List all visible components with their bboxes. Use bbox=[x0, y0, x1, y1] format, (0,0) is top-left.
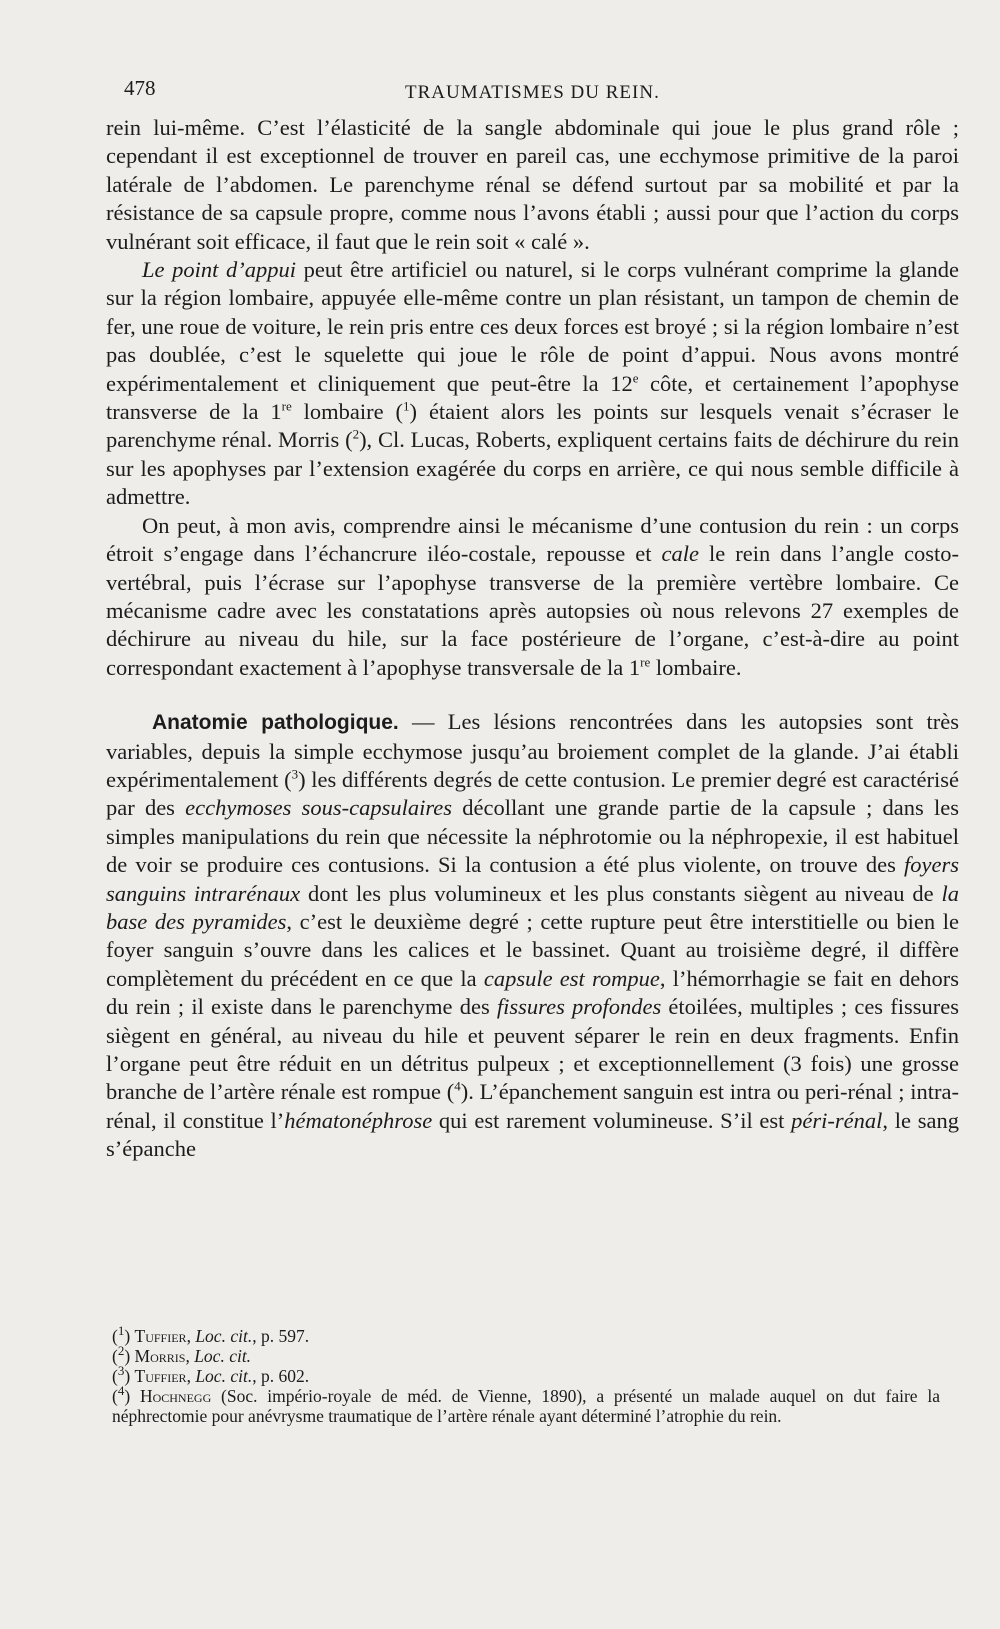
superscript: re bbox=[640, 654, 651, 670]
footnote-citation: Loc. cit. bbox=[195, 1326, 253, 1346]
footnote-text: (Soc. império-royale de méd. de Vienne, 1890), a présenté un malade auquel on dut faire la néphrectomie pour anévrysme traumatique de l’artère rénale ayant déterminé l’atrophie du rein. bbox=[112, 1386, 940, 1426]
page-header bbox=[120, 76, 980, 106]
italic-text: la base des pyramides bbox=[106, 880, 959, 934]
footnote-citation: Loc. cit. bbox=[194, 1346, 252, 1366]
italic-text: capsule est rompue bbox=[483, 965, 660, 991]
footnote-author: Morris bbox=[134, 1346, 186, 1366]
footnote-citation: Loc. cit. bbox=[195, 1366, 253, 1386]
superscript: e bbox=[632, 370, 639, 386]
paragraph-4-text: , c’est le deuxième degré ; cette rupture peut être interstitielle ou bien le foyer sanguin s’ouvre dans les calices et le bassinet. Quant au troisième degré, il diffère complètement du précédent en ce que la bbox=[106, 908, 959, 991]
paragraph-4-text: ) les différents degrés de cette contusion. Le premier degré est caractérisé par des bbox=[106, 766, 959, 821]
paragraph-4-text: — Les lésions rencontrées dans les autopsies sont très variables, depuis la simple ecchymose jusqu’au broiement complet de la glande. J’ai établi expérimentalement ( bbox=[106, 709, 959, 792]
section-heading: Anatomie pathologique. bbox=[152, 711, 399, 735]
paragraph-2-text: ), Cl. Lucas, Roberts, expliquent certains faits de déchirure du rein sur les apophyses par l’extension exagérée du corps en arrière, ce qui nous semble difficile à admettre. bbox=[106, 427, 959, 510]
footnote-2: ($^2$) Morris, Loc. cit. bbox=[112, 1343, 252, 1366]
italic-text: ecchymoses sous-capsulaires bbox=[185, 795, 452, 821]
footnote-number: 3 bbox=[117, 1363, 125, 1379]
footnote-ref-4: 4 bbox=[454, 1078, 461, 1094]
paragraph-4-text: étoilées, multiples ; ces fissures siègent en général, au niveau du hile et peuvent séparer le rein en deux fragments. Enfin l’organe peut être réduit en un détritus pulpeux ; et exceptionnellement (3 fois) une grosse branche de l’artère rénale est rompue ( bbox=[106, 994, 959, 1105]
footnote-author: Hochnegg bbox=[139, 1386, 212, 1406]
footnote-number: 4 bbox=[117, 1383, 125, 1399]
paragraph-1-text: rein lui-même. C’est l’élasticité de la sangle abdominale qui joue le plus grand rôle ; cependant il est exceptionnel de trouver en pareil cas, une ecchymose primitive de la paroi latérale de l’abdomen. Le parenchyme rénal se défend surtout par sa mobilité et par la résistance de sa capsule propre, comme nous l’avons établi ; aussi pour que l’action du corps vulnérant soit efficace, il faut que le rein soit « calé ». bbox=[106, 115, 959, 254]
paragraph-3-text: On peut, à mon avis, comprendre ainsi le mécanisme d’une contusion du rein : un corps étroit s’engage dans l’échancrure iléo-costale, repousse et bbox=[106, 512, 959, 567]
footnote-number: 1 bbox=[117, 1323, 125, 1339]
paragraph-2-text: côte, et certainement l’apophyse transverse de la 1 bbox=[106, 370, 959, 425]
paragraph-3 bbox=[106, 512, 959, 682]
paragraph-4 bbox=[106, 708, 959, 1164]
paragraph-3-text: le rein dans l’angle costo-vertébral, puis l’écrase sur l’apophyse transverse de la première vertèbre lombaire. Ce mécanisme cadre avec les constatations après autopsies où nous relevons 27 exemples de déchirure au niveau du hile, sur la face postérieure de l’organe, c’est-à-dire au point correspondant exactement à l’apophyse transversale de la 1 bbox=[106, 541, 960, 680]
footnote-text: , p. 597. bbox=[252, 1326, 310, 1346]
paragraph-4-text: dont les plus volumineux et les plus constants siègent au niveau de bbox=[300, 880, 942, 906]
footnote-ref-1: 1 bbox=[403, 398, 410, 414]
footnote-1: ($^1$) Tuffier, Loc. cit., p. 597. bbox=[112, 1323, 310, 1346]
footnotes bbox=[80, 1323, 940, 1426]
footnote-4: ($^4$) Hochnegg (Soc. império-royale de méd. de Vienne, 1890), a présenté un malade auquel on dut faire la néphrectomie pour anévrysme traumatique de l’artère rénale ayant déterminé l’atrophie du rein. bbox=[112, 1383, 940, 1426]
italic-text: foyers sanguins intrarénaux bbox=[106, 852, 959, 906]
body-text bbox=[106, 114, 959, 1164]
point-appui-italic: Le point d’appui bbox=[142, 257, 296, 283]
footnote-3: ($^3$) Tuffier, Loc. cit., p. 602. bbox=[112, 1363, 310, 1386]
footnote-author: Tuffier bbox=[134, 1366, 187, 1386]
footnote-ref-3: 3 bbox=[291, 766, 299, 782]
superscript: re bbox=[281, 398, 292, 414]
footnote-ref-2: 2 bbox=[352, 426, 360, 442]
paragraph-4-text: qui est rarement volumineuse. S’il est bbox=[432, 1107, 792, 1133]
italic-text: fissures profondes bbox=[496, 994, 662, 1020]
paragraph-4-text: décollant une grande partie de la capsule ; dans les simples manipulations du rein que nécessite la néphrotomie ou la néphropexie, il est habituel de voir se produire ces contusions. Si la contusion a été plus violente, on trouve des bbox=[106, 795, 959, 878]
paragraph-4-text: , l’hémorrhagie se fait en dehors du rein ; il existe dans le parenchyme des bbox=[106, 965, 959, 1020]
italic-text: hématonéphrose bbox=[284, 1107, 433, 1133]
footnote-text: , p. 602. bbox=[252, 1366, 310, 1386]
running-title: TRAUMATISMES DU REIN. bbox=[405, 82, 660, 103]
paragraph-1 bbox=[106, 114, 959, 256]
italic-text: péri-rénal bbox=[791, 1107, 883, 1133]
paragraph-2-text: lombaire ( bbox=[291, 399, 404, 425]
footnote-author: Tuffier bbox=[134, 1326, 187, 1346]
italic-text: cale bbox=[661, 541, 699, 567]
page-number: 478 bbox=[124, 76, 156, 100]
paragraph-2-text: peut être artificiel ou naturel, si le corps vulnérant comprime la glande sur la région lombaire, appuyée elle-même contre un plan résistant, un tampon de chemin de fer, une roue de voiture, le rein pris entre ces deux forces est broyé ; si la région lombaire n’est pas doublée, c’est le squelette qui joue le rôle de point d’appui. Nous avons montré expérimentalement et cliniquement que peut-être la 12 bbox=[106, 257, 959, 396]
paragraph-4-text: , le sang s’épanche bbox=[106, 1107, 959, 1162]
paragraph-3-text: lombaire. bbox=[650, 654, 742, 680]
paragraph-2-text: ) étaient alors les points sur lesquels venait s’écraser le parenchyme rénal. Morris ( bbox=[106, 399, 960, 453]
paragraph-2 bbox=[106, 256, 959, 512]
footnote-number: 2 bbox=[117, 1343, 125, 1359]
paragraph-4-text: ). L’épanchement sanguin est intra ou peri-rénal ; intra-rénal, il constitue l’ bbox=[106, 1079, 959, 1133]
